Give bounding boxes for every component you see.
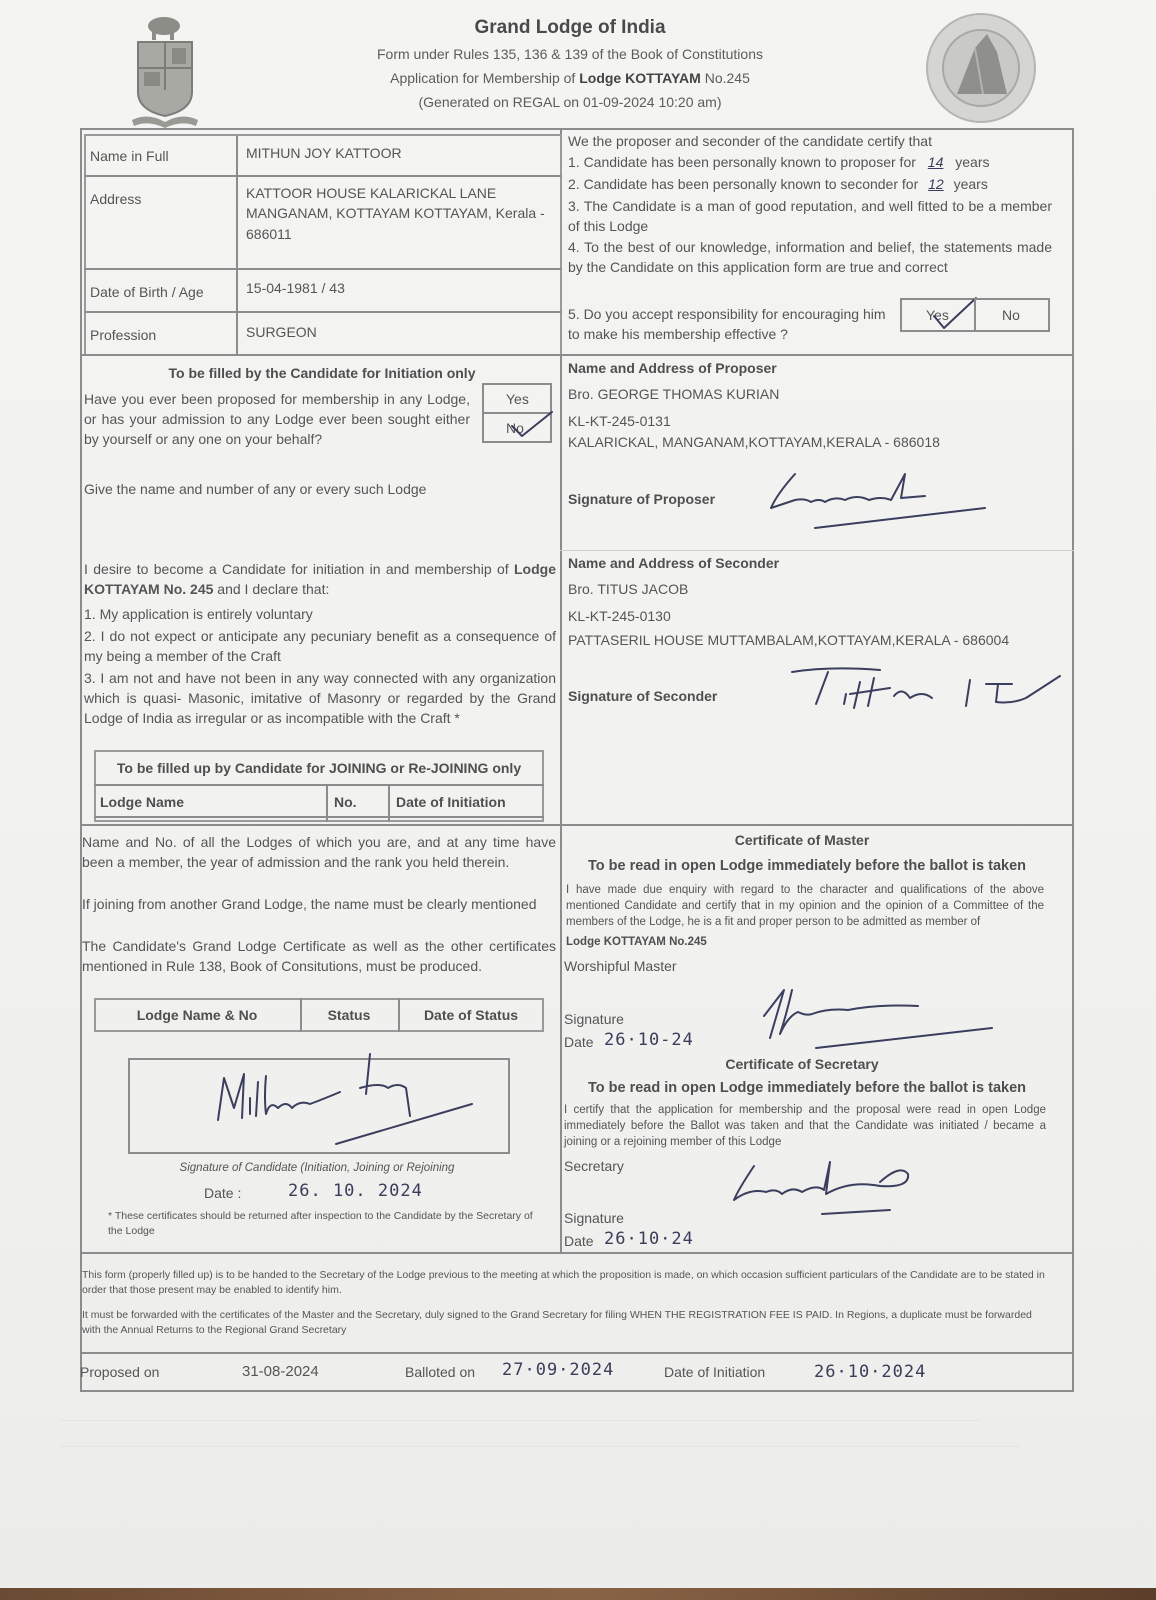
seconder-id: KL-KT-245-0130 xyxy=(568,608,671,624)
initiation-no-checkbox[interactable]: No xyxy=(482,412,552,443)
balloted-on-label: Balloted on xyxy=(405,1364,476,1380)
secretary-signature xyxy=(730,1158,930,1222)
secretary-certificate-body: I certify that the application for membership and the proposal were read in open Lodge immediately before the Ballot was taken and that the Candidate was initiated / became a joining or a rejoining member of this Lodge xyxy=(564,1104,1046,1148)
certify-item-5: 5. Do you accept responsibility for encouraging him to make his membership effective ? xyxy=(568,306,886,342)
generated-timestamp: (Generated on REGAL on 01-09-2024 10:20 am) xyxy=(418,94,722,110)
initiation-question: Have you ever been proposed for membership in any Lodge, or has your admission to any Lodge ever been sought either by yourself or any one on your behalf? xyxy=(84,391,470,447)
secretary-role: Secretary xyxy=(564,1158,624,1174)
lodges-col-status: Status xyxy=(327,1007,371,1023)
declaration-item-2: 2. I do not expect or anticipate any pecuniary benefit as a consequence of my being a member of the Craft xyxy=(84,628,556,664)
checkmark-icon xyxy=(510,408,556,442)
address-line-3: 686011 xyxy=(246,226,292,242)
candidate-date-label: Date : xyxy=(204,1185,242,1201)
name-label: Name in Full xyxy=(90,148,169,164)
seconder-signature-label: Signature of Seconder xyxy=(568,688,718,704)
proposer-name: Bro. GEORGE THOMAS KURIAN xyxy=(568,386,780,402)
master-signature-label: Signature xyxy=(564,1011,624,1027)
profession-label: Profession xyxy=(90,327,157,343)
reverse-side-showthrough xyxy=(60,1420,980,1435)
lodge-prompt: Give the name and number of any or every such Lodge xyxy=(84,481,427,497)
address-label: Address xyxy=(90,191,142,207)
candidate-date-value[interactable]: 26. 10. 2024 xyxy=(288,1181,423,1201)
declaration-intro: I desire to become a Candidate for initiation in and membership of Lodge KOTTAYAM No. 245 and I declare that: xyxy=(84,561,556,597)
candidate-signature xyxy=(210,1048,480,1148)
secretary-signature-label: Signature xyxy=(564,1210,624,1226)
name-value: MITHUN JOY KATTOOR xyxy=(246,145,402,161)
proposer-heading: Name and Address of Proposer xyxy=(568,360,777,376)
application-line: Application for Membership of Lodge KOTTAYAM No.245 xyxy=(390,70,750,86)
certify-item-2: 2. Candidate has been personally known to seconder for 12 years xyxy=(568,176,988,192)
grand-lodge-crest-icon xyxy=(130,12,200,130)
section-divider xyxy=(80,354,1074,356)
secretary-date-label: Date xyxy=(564,1233,594,1249)
section-divider xyxy=(560,550,1074,551)
proposer-address: KALARICKAL, MANGANAM,KOTTAYAM,KERALA - 686018 xyxy=(568,434,940,450)
proposer-years-value[interactable]: 14 xyxy=(927,154,944,170)
secretary-date-value[interactable]: 26·10·24 xyxy=(604,1229,694,1249)
certify-item-4: 4. To the best of our knowledge, information and belief, the statements made by the Candidate on this application form are true and correct xyxy=(568,239,1052,275)
declaration-item-1: 1. My application is entirely voluntary xyxy=(84,606,313,622)
master-certificate-body: I have made due enquiry with regard to the character and qualifications of the above mentioned Candidate and certify that in my opinion and the opinion of a Committee of the members of the Lodge, he is a fit and proper person to be admitted as member of xyxy=(566,884,1044,928)
seconder-name: Bro. TITUS JACOB xyxy=(568,581,689,597)
master-certificate-lodge: Lodge KOTTAYAM No.245 xyxy=(566,936,707,948)
checkmark-icon xyxy=(932,294,978,334)
row-divider xyxy=(94,816,544,818)
form-header xyxy=(330,14,810,114)
candidate-signature-caption: Signature of Candidate (Initiation, Joining or Rejoining xyxy=(179,1162,455,1174)
dob-value: 15-04-1981 / 43 xyxy=(246,280,345,296)
certify-item-1: 1. Candidate has been personally known to proposer for 14 years xyxy=(568,154,990,170)
dob-label: Date of Birth / Age xyxy=(90,284,204,300)
initiation-heading: To be filled by the Candidate for Initiation only xyxy=(168,365,476,381)
row-divider xyxy=(84,268,562,270)
certificates-footnote: * These certificates should be returned after inspection to the Candidate by the Secretary of the Lodge xyxy=(108,1210,533,1237)
lodges-col-name: Lodge Name & No xyxy=(136,1007,258,1023)
initiation-date-value[interactable]: 26·10·2024 xyxy=(814,1362,927,1382)
row-divider xyxy=(84,311,562,313)
seconder-signature xyxy=(790,664,1070,712)
row-divider xyxy=(94,784,544,786)
joining-col-date: Date of Initiation xyxy=(396,794,506,810)
master-certificate-subtitle: To be read in open Lodge immediately before the ballot is taken xyxy=(587,858,1027,874)
section-divider xyxy=(80,824,1074,826)
profession-value: SURGEON xyxy=(246,324,317,340)
lodges-col-date: Date of Status xyxy=(423,1007,519,1023)
master-signature xyxy=(758,986,998,1056)
proposed-on-value: 31-08-2024 xyxy=(242,1363,319,1380)
address-line-2: MANGANAM, KOTTAYAM KOTTAYAM, Kerala - xyxy=(246,205,545,221)
lodges-info-para-2: If joining from another Grand Lodge, the name must be clearly mentioned xyxy=(82,896,537,912)
background-surface xyxy=(0,1588,1156,1600)
section-divider xyxy=(80,1252,1074,1254)
note-1: This form (properly filled up) is to be handed to the Secretary of the Lodge previous to the meeting at which the proposition is made, on which occasion sufficient particulars of the Candidate are to be stated in order that those present may be enabled to identify him. xyxy=(82,1269,1045,1296)
seconder-heading: Name and Address of Seconder xyxy=(568,555,780,571)
lodges-info-para-1: Name and No. of all the Lodges of which you are, and at any time have been a member, the year of admission and the rank you held therein. xyxy=(82,834,556,870)
declaration-item-3: 3. I am not and have not been in any way connected with any organization which is quasi- Masonic, imitative of Masonry or regarded by the Grand Lodge of India as irregular or as incompatible with the Craft * xyxy=(84,670,556,726)
row-divider xyxy=(84,175,562,177)
accept-no-checkbox[interactable]: No xyxy=(974,298,1050,332)
initiation-date-label: Date of Initiation xyxy=(664,1364,766,1380)
section-divider xyxy=(80,1352,1074,1354)
master-role: Worshipful Master xyxy=(564,958,677,974)
proposer-signature xyxy=(765,470,995,534)
secretary-certificate-subtitle: To be read in open Lodge immediately before the ballot is taken xyxy=(587,1080,1027,1096)
seconder-address: PATTASERIL HOUSE MUTTAMBALAM,KOTTAYAM,KERALA - 686004 xyxy=(568,632,1010,648)
lodges-info-para-3: The Candidate's Grand Lodge Certificate as well as the other certificates mentioned in Rule 138, Book of Consitutions, must be produced. xyxy=(82,938,556,974)
proposer-id: KL-KT-245-0131 xyxy=(568,413,671,429)
balloted-on-value[interactable]: 27·09·2024 xyxy=(502,1360,615,1380)
joining-col-number: No. xyxy=(334,794,357,810)
reverse-side-showthrough xyxy=(60,1446,1020,1461)
secretary-certificate-title: Certificate of Secretary xyxy=(725,1056,879,1072)
note-2: It must be forwarded with the certificates of the Master and the Secretary, duly signed to the Grand Secretary for filing WHEN THE REGISTRATION FEE IS PAID. In Regions, a duplicate must be forwarded with the Annual Returns to the Regional Grand Secretary xyxy=(82,1309,1032,1336)
joining-col-lodge-name: Lodge Name xyxy=(100,794,185,810)
page-title: Grand Lodge of India xyxy=(474,17,666,38)
regional-grand-lodge-seal-icon xyxy=(925,12,1037,124)
initiation-yes-checkbox[interactable]: Yes xyxy=(482,383,552,414)
seconder-years-value[interactable]: 12 xyxy=(928,176,944,192)
proposer-signature-label: Signature of Proposer xyxy=(568,491,716,507)
master-date-value[interactable]: 26·10-24 xyxy=(604,1030,694,1050)
master-date-label: Date xyxy=(564,1034,594,1050)
master-certificate-title: Certificate of Master xyxy=(734,832,870,848)
form-subtitle: Form under Rules 135, 136 & 139 of the Book of Constitutions xyxy=(376,46,763,62)
joining-table-heading: To be filled up by Candidate for JOINING or Re-JOINING only xyxy=(116,760,522,776)
certify-intro: We the proposer and seconder of the candidate certify that xyxy=(568,133,932,149)
candidate-table xyxy=(84,134,562,356)
proposed-on-label: Proposed on xyxy=(80,1364,160,1380)
certify-item-3: 3. The Candidate is a man of good reputation, and well fitted to be a member of this Lodge xyxy=(568,198,1052,234)
address-line-1: KATTOOR HOUSE KALARICKAL LANE xyxy=(246,185,497,201)
accept-yes-checkbox[interactable]: Yes xyxy=(900,298,976,332)
